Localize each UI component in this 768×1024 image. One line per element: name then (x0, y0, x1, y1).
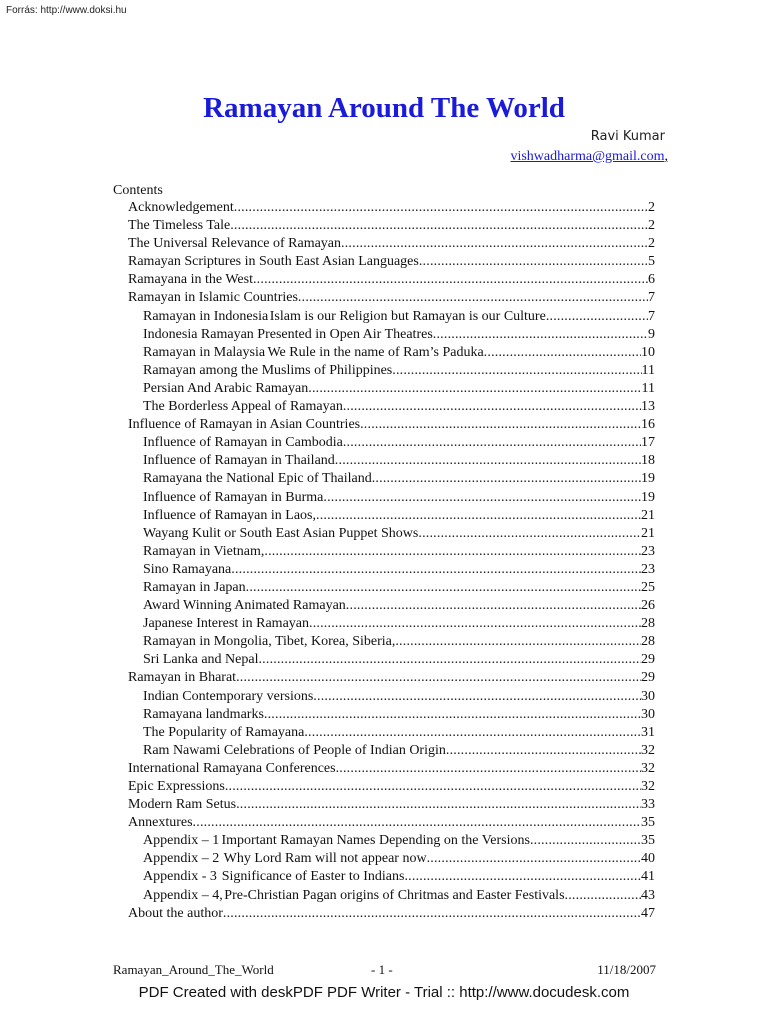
toc-page-number: 30 (641, 706, 655, 722)
toc-entry[interactable] (128, 888, 655, 906)
toc-page-number: 26 (641, 598, 655, 614)
toc-page-number: 40 (641, 851, 655, 867)
toc-dot-leader (418, 526, 641, 542)
toc-entry-title: Appendix – 1 (143, 833, 220, 849)
footer-filename: Ramayan_Around_The_World (113, 962, 274, 977)
toc-dot-leader (236, 797, 641, 813)
toc-entry[interactable] (128, 634, 655, 652)
toc-entry[interactable] (128, 779, 655, 797)
toc-entry-title: Wayang Kulit or South East Asian Puppet Shows (143, 525, 419, 541)
toc-page-number: 5 (648, 254, 655, 270)
toc-page-number: 23 (641, 543, 655, 559)
toc-dot-leader (372, 471, 641, 487)
toc-page-number: 35 (641, 815, 655, 831)
toc-entry[interactable] (128, 851, 655, 869)
toc-dot-leader (264, 544, 641, 560)
toc-entry[interactable] (128, 526, 655, 544)
toc-entry[interactable] (128, 707, 655, 725)
toc-page-number: 41 (641, 869, 655, 885)
toc-page-number: 28 (641, 634, 655, 650)
toc-entry-title: Ramayan in Indonesia (143, 308, 269, 324)
toc-entry-title: Appendix – 2 (143, 851, 220, 867)
toc-entry-subtitle: Important Ramayan Names Depending on the Versions (221, 833, 530, 849)
toc-dot-leader (343, 399, 641, 415)
toc-dot-leader (231, 562, 641, 578)
toc-entry[interactable] (128, 562, 655, 580)
toc-entry[interactable] (128, 797, 655, 815)
toc-page-number: 2 (648, 218, 655, 234)
toc-page-number: 35 (641, 833, 655, 849)
toc-entry-title: Acknowledgement (128, 200, 234, 215)
toc-dot-leader (392, 363, 641, 379)
toc-dot-leader (335, 453, 641, 469)
toc-dot-leader (223, 906, 641, 922)
toc-page-number: 43 (641, 887, 655, 903)
toc-entry[interactable] (128, 254, 655, 272)
toc-entry-title: Sino Ramayana (143, 561, 232, 577)
toc-entry-title: Indian Contemporary versions (143, 688, 314, 704)
toc-entry-title: Influence of Ramayan in Laos, (143, 507, 316, 523)
email-link[interactable]: vishwadharma@gmail.com (510, 149, 665, 164)
toc-page-number: 47 (641, 905, 655, 921)
toc-entry-title: Indonesia Ramayan Presented in Open Air Theatres (143, 326, 433, 342)
toc-dot-leader (234, 200, 648, 216)
toc-entry[interactable] (128, 761, 655, 779)
toc-dot-leader (246, 580, 641, 596)
toc-dot-leader (264, 707, 641, 723)
toc-page-number: 29 (641, 670, 655, 686)
toc-page-number: 7 (648, 308, 655, 324)
toc-entry[interactable] (128, 490, 655, 508)
toc-page-number: 11 (641, 362, 655, 378)
toc-page-number: 13 (641, 399, 655, 415)
document-title: Ramayan Around The World (203, 92, 565, 124)
toc-page-number: 32 (641, 760, 655, 776)
toc-entry[interactable] (128, 417, 655, 435)
toc-entry-title: Ramayan in Vietnam, (143, 543, 265, 559)
toc-entry-title: The Popularity of Ramayana (143, 724, 305, 740)
toc-entry[interactable] (128, 815, 655, 833)
toc-entry-title: Ramayan Scriptures in South East Asian Languages (128, 254, 419, 270)
toc-page-number: 32 (641, 779, 655, 794)
footer-page-number: - 1 - (371, 962, 393, 977)
toc-page-number: 11 (641, 380, 655, 396)
toc-dot-leader (427, 851, 641, 867)
toc-dot-leader (230, 218, 648, 234)
toc-entry-title: Ramayan in Islamic Countries (128, 290, 298, 306)
table-of-contents (128, 200, 655, 924)
author-email[interactable] (510, 149, 668, 165)
toc-page-number: 21 (641, 507, 655, 523)
toc-entry[interactable] (128, 598, 655, 616)
toc-page-number: 17 (641, 435, 655, 451)
toc-entry-title: Influence of Ramayan in Asian Countries (128, 417, 361, 433)
toc-dot-leader (404, 869, 641, 885)
toc-page-number: 18 (641, 453, 655, 469)
toc-dot-leader (258, 652, 641, 668)
toc-entry[interactable] (128, 309, 655, 327)
toc-entry-title: Annextures (128, 815, 193, 831)
toc-dot-leader (360, 417, 641, 433)
toc-entry[interactable] (128, 363, 655, 381)
toc-dot-leader (341, 236, 648, 252)
toc-entry-title: Appendix - 3 (143, 869, 217, 885)
toc-entry-title: Epic Expressions (128, 779, 225, 794)
toc-dot-leader (313, 689, 641, 705)
toc-page-number: 2 (648, 200, 655, 215)
toc-entry-title: Ramayan in Malaysia (143, 344, 266, 360)
toc-page-number: 19 (641, 471, 655, 487)
toc-dot-leader (225, 779, 641, 795)
toc-page-number: 25 (641, 579, 655, 595)
toc-entry[interactable] (128, 689, 655, 707)
toc-entry[interactable] (128, 471, 655, 489)
toc-dot-leader (395, 634, 641, 650)
toc-entry[interactable] (128, 218, 655, 236)
toc-entry-title: Japanese Interest in Ramayan (143, 616, 309, 632)
toc-entry-title: The Timeless Tale (128, 218, 231, 234)
toc-entry-title: Ramayan among the Muslims of Philippines (143, 362, 393, 378)
toc-entry[interactable] (128, 327, 655, 345)
toc-dot-leader (546, 309, 648, 325)
toc-entry[interactable] (128, 345, 655, 363)
toc-page-number: 28 (641, 616, 655, 632)
toc-entry[interactable] (128, 200, 655, 218)
toc-entry-title: Influence of Ramayan in Burma (143, 489, 324, 505)
toc-entry[interactable] (128, 616, 655, 634)
toc-entry-title: Persian And Arabic Ramayan (143, 380, 309, 396)
toc-dot-leader (565, 888, 641, 904)
toc-dot-leader (530, 833, 641, 849)
toc-page-number: 9 (648, 326, 655, 342)
toc-dot-leader (236, 670, 641, 686)
footer-date: 11/18/2007 (597, 962, 656, 977)
toc-page-number: 19 (641, 489, 655, 505)
toc-entry-title: Ramayan in Bharat (128, 670, 237, 686)
toc-entry-title: Ramayan in Japan (143, 579, 246, 595)
pdf-writer-banner: PDF Created with deskPDF PDF Writer - Trial :: http://www.docudesk.com (138, 984, 630, 1001)
toc-entry-subtitle: Islam is our Religion but Ramayan is our Culture (269, 308, 546, 324)
toc-dot-leader (484, 345, 641, 361)
toc-entry[interactable] (128, 399, 655, 417)
toc-page-number: 30 (641, 688, 655, 704)
toc-page-number: 31 (641, 724, 655, 740)
toc-entry-subtitle: We Rule in the name of Ram’s Paduka (267, 344, 484, 360)
toc-page-number: 6 (648, 272, 655, 288)
toc-entry[interactable] (128, 743, 655, 761)
toc-entry-title: Ramayana landmarks (143, 706, 264, 722)
toc-page-number: 7 (648, 290, 655, 306)
toc-dot-leader (316, 508, 641, 524)
toc-page-number: 21 (641, 525, 655, 541)
toc-entry-title: Sri Lanka and Nepal (143, 652, 259, 668)
toc-entry[interactable] (128, 453, 655, 471)
toc-page-number: 29 (641, 652, 655, 668)
toc-dot-leader (419, 254, 648, 270)
toc-dot-leader (298, 290, 648, 306)
toc-entry[interactable] (128, 290, 655, 308)
email-suffix: , (664, 149, 668, 164)
toc-entry[interactable] (128, 725, 655, 743)
toc-dot-leader (253, 272, 648, 288)
toc-entry-title: Influence of Ramayan in Cambodia (143, 435, 343, 451)
contents-heading: Contents (113, 183, 163, 198)
toc-entry-title: Modern Ram Setus (128, 797, 237, 813)
toc-page-number: 10 (641, 344, 655, 360)
toc-entry-title: About the author (128, 905, 223, 921)
toc-entry-title: Influence of Ramayan in Thailand (143, 453, 335, 469)
toc-entry[interactable] (128, 381, 655, 399)
toc-entry-subtitle: Pre-Christian Pagan origins of Chritmas and Easter Festivals (224, 887, 565, 903)
toc-entry[interactable] (128, 869, 655, 887)
toc-dot-leader (308, 381, 641, 397)
toc-dot-leader (193, 815, 641, 831)
toc-entry[interactable] (128, 508, 655, 526)
toc-entry-title: International Ramayana Conferences (128, 760, 336, 776)
toc-entry-title: The Borderless Appeal of Ramayan (143, 399, 343, 415)
toc-entry[interactable] (128, 906, 655, 924)
toc-page-number: 32 (641, 742, 655, 758)
toc-page-number: 16 (641, 417, 655, 433)
toc-dot-leader (323, 490, 641, 506)
author-name: Ravi Kumar (590, 129, 665, 144)
toc-entry[interactable] (128, 833, 655, 851)
toc-dot-leader (336, 761, 641, 777)
toc-entry[interactable] (128, 236, 655, 254)
toc-entry[interactable] (128, 435, 655, 453)
toc-entry[interactable] (128, 272, 655, 290)
toc-entry-subtitle: Why Lord Ram will not appear now (223, 851, 427, 867)
toc-entry-subtitle: Significance of Easter to Indians (221, 869, 405, 885)
toc-page-number: 23 (641, 561, 655, 577)
toc-entry-title: Ram Nawami Celebrations of People of Indian Origin (143, 742, 446, 758)
source-note: Forrás: http://www.doksi.hu (6, 5, 127, 16)
toc-entry-title: Ramayan in Mongolia, Tibet, Korea, Siberia, (143, 634, 396, 650)
toc-entry[interactable] (128, 652, 655, 670)
toc-dot-leader (309, 616, 641, 632)
toc-entry-title: The Universal Relevance of Ramayan (128, 236, 342, 252)
toc-entry-title: Ramayana in the West (128, 272, 253, 288)
toc-page-number: 33 (641, 797, 655, 813)
toc-dot-leader (343, 435, 641, 451)
toc-dot-leader (446, 743, 641, 759)
toc-page-number: 2 (648, 236, 655, 252)
toc-entry[interactable] (128, 580, 655, 598)
toc-dot-leader (346, 598, 641, 614)
toc-dot-leader (304, 725, 641, 741)
toc-entry[interactable] (128, 544, 655, 562)
toc-entry-title: Appendix – 4, (143, 887, 223, 903)
toc-entry-title: Award Winning Animated Ramayan (143, 598, 346, 614)
toc-dot-leader (433, 327, 648, 343)
toc-entry-title: Ramayana the National Epic of Thailand (143, 471, 372, 487)
toc-entry[interactable] (128, 670, 655, 688)
